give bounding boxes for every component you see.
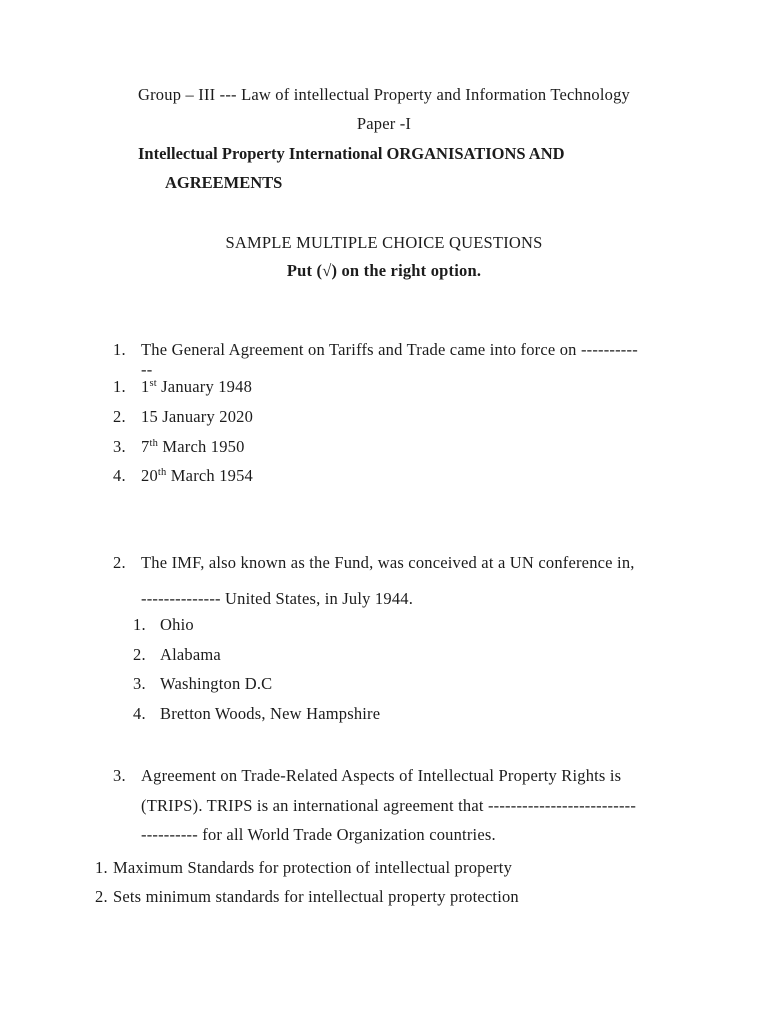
question-1-text-line-1: The General Agreement on Tariffs and Trade came into force on ---------- — [141, 340, 638, 359]
option-text: March 1950 — [158, 437, 245, 456]
question-3-text-line-2: (TRIPS). TRIPS is an international agreement that -------------------------- — [141, 796, 637, 815]
question-3-text-line-1: Agreement on Trade-Related Aspects of Intellectual Property Rights is — [141, 766, 622, 785]
question-2-text-line-2: -------------- United States, in July 1944. — [141, 589, 414, 608]
option-text: Washington D.C — [160, 674, 273, 693]
question-3-option-2-text — [113, 885, 519, 909]
option-text: Alabama — [160, 645, 221, 664]
question-2-option-1-text — [160, 613, 194, 637]
question-1-number: 1. — [113, 340, 126, 359]
question-1-option-4-text — [141, 464, 253, 488]
option-text: 15 January 2020 — [141, 407, 254, 426]
subject-heading-line-1: Intellectual Property International ORGANISATIONS AND — [138, 144, 565, 163]
option-text: Maximum Standards for protection of intellectual property — [113, 858, 513, 877]
question-1-option-3-number: 3. — [113, 437, 126, 456]
doc-title-line: Group – III --- Law of intellectual Property and Information Technology — [137, 85, 630, 104]
subject-heading-line-2: AGREEMENTS — [165, 173, 283, 192]
ordinal-suffix: st — [149, 378, 157, 389]
option-text: Ohio — [160, 615, 194, 634]
option-text: January 1948 — [156, 377, 253, 396]
instruction-line: Put (√) on the right option. — [286, 261, 482, 280]
question-1-option-1-text — [141, 375, 252, 399]
question-1-text-line-2: -- — [141, 360, 153, 379]
option-text: Sets minimum standards for intellectual property protection — [113, 887, 519, 906]
option-text: 7 — [141, 437, 150, 456]
question-3-option-1-text — [113, 856, 512, 880]
question-1-option-1-number: 1. — [113, 377, 126, 396]
ordinal-suffix: th — [149, 438, 159, 449]
option-text: March 1954 — [166, 466, 253, 485]
option-text: Bretton Woods, New Hampshire — [160, 704, 381, 723]
ordinal-suffix: th — [157, 467, 167, 478]
question-1-option-3-text — [141, 435, 245, 459]
question-2-option-2-number: 2. — [133, 645, 146, 664]
paper-number-line: Paper -I — [356, 114, 412, 133]
question-2-option-3-number: 3. — [133, 674, 146, 693]
question-2-option-4-text — [160, 702, 380, 726]
option-text: 20 — [141, 466, 158, 485]
option-text: 1 — [141, 377, 150, 396]
question-2-number: 2. — [113, 553, 126, 572]
question-3-text-line-3: ---------- for all World Trade Organization countries. — [141, 825, 496, 844]
question-1-option-2-number: 2. — [113, 407, 126, 426]
question-3-number: 3. — [113, 766, 126, 785]
question-1-option-4-number: 4. — [113, 466, 126, 485]
question-1-option-2-text — [141, 405, 253, 429]
question-3-option-2-number: 2. — [95, 887, 108, 906]
question-2-option-2-text — [160, 643, 221, 667]
question-2-option-1-number: 1. — [133, 615, 146, 634]
question-2-option-3-text — [160, 672, 272, 696]
question-3-option-1-number: 1. — [95, 858, 108, 877]
question-2-text-line-1: The IMF, also known as the Fund, was conceived at a UN conference in, — [141, 553, 635, 572]
section-title: SAMPLE MULTIPLE CHOICE QUESTIONS — [225, 233, 543, 252]
question-2-option-4-number: 4. — [133, 704, 146, 723]
